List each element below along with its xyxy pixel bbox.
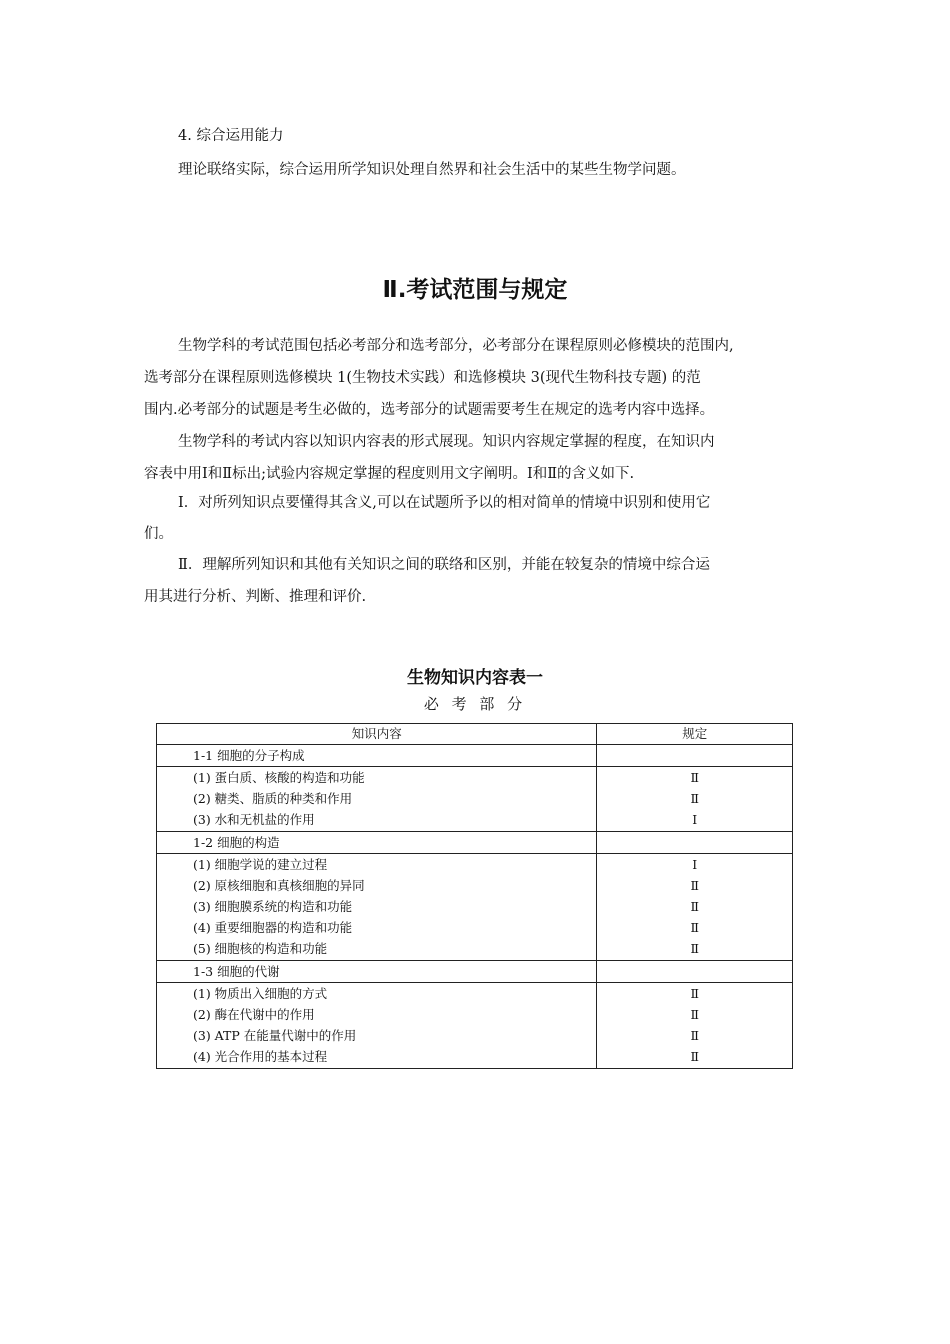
paragraph-line: Ⅱ．理解所列知识和其他有关知识之间的联络和区别，并能在较复杂的情境中综合运 (178, 557, 710, 573)
table-title: 生物知识内容表一 (407, 668, 543, 688)
section-title: 1-1 细胞的分子构成 (157, 745, 597, 767)
item-text: (1) 物质出入细胞的方式 (193, 986, 328, 1001)
item-text: (3) ATP 在能量代谢中的作用 (193, 1028, 357, 1043)
items-row (157, 983, 793, 1069)
item-level: Ⅰ (692, 812, 698, 827)
section-row (157, 832, 793, 854)
item-text: (4) 光合作用的基本过程 (193, 1049, 328, 1064)
item-level: Ⅱ (690, 770, 699, 785)
paragraph-line: 们。 (144, 526, 173, 542)
paragraph-line: 生物学科的考试内容以知识内容表的形式展现。知识内容规定掌握的程度，在知识内 (178, 434, 715, 450)
item-text: (1) 细胞学说的建立过程 (193, 857, 328, 872)
levels-cell (597, 983, 793, 1069)
item-level: Ⅱ (690, 1007, 699, 1022)
item-level: Ⅱ (690, 878, 699, 893)
section-title: 1-2 细胞的构造 (157, 832, 597, 854)
levels-cell (597, 854, 793, 961)
item-text: (3) 细胞膜系统的构造和功能 (193, 899, 353, 914)
item-level: Ⅱ (690, 1049, 699, 1064)
section-4-text: 理论联络实际，综合运用所学知识处理自然界和社会生活中的某些生物学问题。 (178, 162, 686, 178)
section-level-cell (597, 745, 793, 767)
table-header-row (157, 724, 793, 745)
item-text: (5) 细胞核的构造和功能 (193, 941, 328, 956)
knowledge-table (156, 723, 793, 1069)
item-text: (2) 原核细胞和真核细胞的异同 (193, 878, 365, 893)
item-text: (2) 糖类、脂质的种类和作用 (193, 791, 353, 806)
item-text: (2) 酶在代谢中的作用 (193, 1007, 315, 1022)
part-2-title: Ⅱ.考试范围与规定 (382, 277, 568, 303)
section-title: 1-3 细胞的代谢 (157, 961, 597, 983)
item-level: Ⅱ (690, 941, 699, 956)
items-cell (157, 767, 597, 832)
section-4-heading: 4. 综合运用能力 (178, 128, 284, 144)
item-level: Ⅱ (690, 920, 699, 935)
paragraph-line: 生物学科的考试范围包括必考部分和选考部分，必考部分在课程原则必修模块的范围内, (178, 338, 734, 354)
item-text: (3) 水和无机盐的作用 (193, 812, 315, 827)
section-level-cell (597, 832, 793, 854)
items-row (157, 854, 793, 961)
paragraph-line: 用其进行分析、判断、推理和评价. (144, 589, 367, 605)
paragraph-line: 容表中用Ⅰ和Ⅱ标出;试验内容规定掌握的程度则用文字阐明。Ⅰ和Ⅱ的含义如下. (144, 466, 635, 482)
items-cell (157, 983, 597, 1069)
section-row (157, 961, 793, 983)
item-level: Ⅱ (690, 791, 699, 806)
item-text: (4) 重要细胞器的构造和功能 (193, 920, 353, 935)
section-level-cell (597, 961, 793, 983)
table-subtitle: 必 考 部 分 (423, 695, 527, 713)
section-row (157, 745, 793, 767)
items-row (157, 767, 793, 832)
table-body (157, 745, 793, 1069)
items-cell (157, 854, 597, 961)
item-level: Ⅱ (690, 986, 699, 1001)
header-content: 知识内容 (157, 724, 597, 745)
item-level: Ⅱ (690, 1028, 699, 1043)
paragraph-line: Ⅰ．对所列知识点要懂得其含义,可以在试题所予以的相对简单的情境中识别和使用它 (178, 495, 711, 511)
paragraph-line: 选考部分在课程原则选修模块 1(生物技术实践）和选修模块 3(现代生物科技专题) 的范 (144, 370, 701, 386)
levels-cell (597, 767, 793, 832)
item-text: (1) 蛋白质、核酸的构造和功能 (193, 770, 365, 785)
paragraph-line: 围内.必考部分的试题是考生必做的，选考部分的试题需要考生在规定的选考内容中选择。 (144, 402, 715, 418)
header-level: 规定 (597, 724, 793, 745)
item-level: Ⅱ (690, 899, 699, 914)
knowledge-table-container (156, 723, 793, 1069)
item-level: Ⅰ (692, 857, 698, 872)
